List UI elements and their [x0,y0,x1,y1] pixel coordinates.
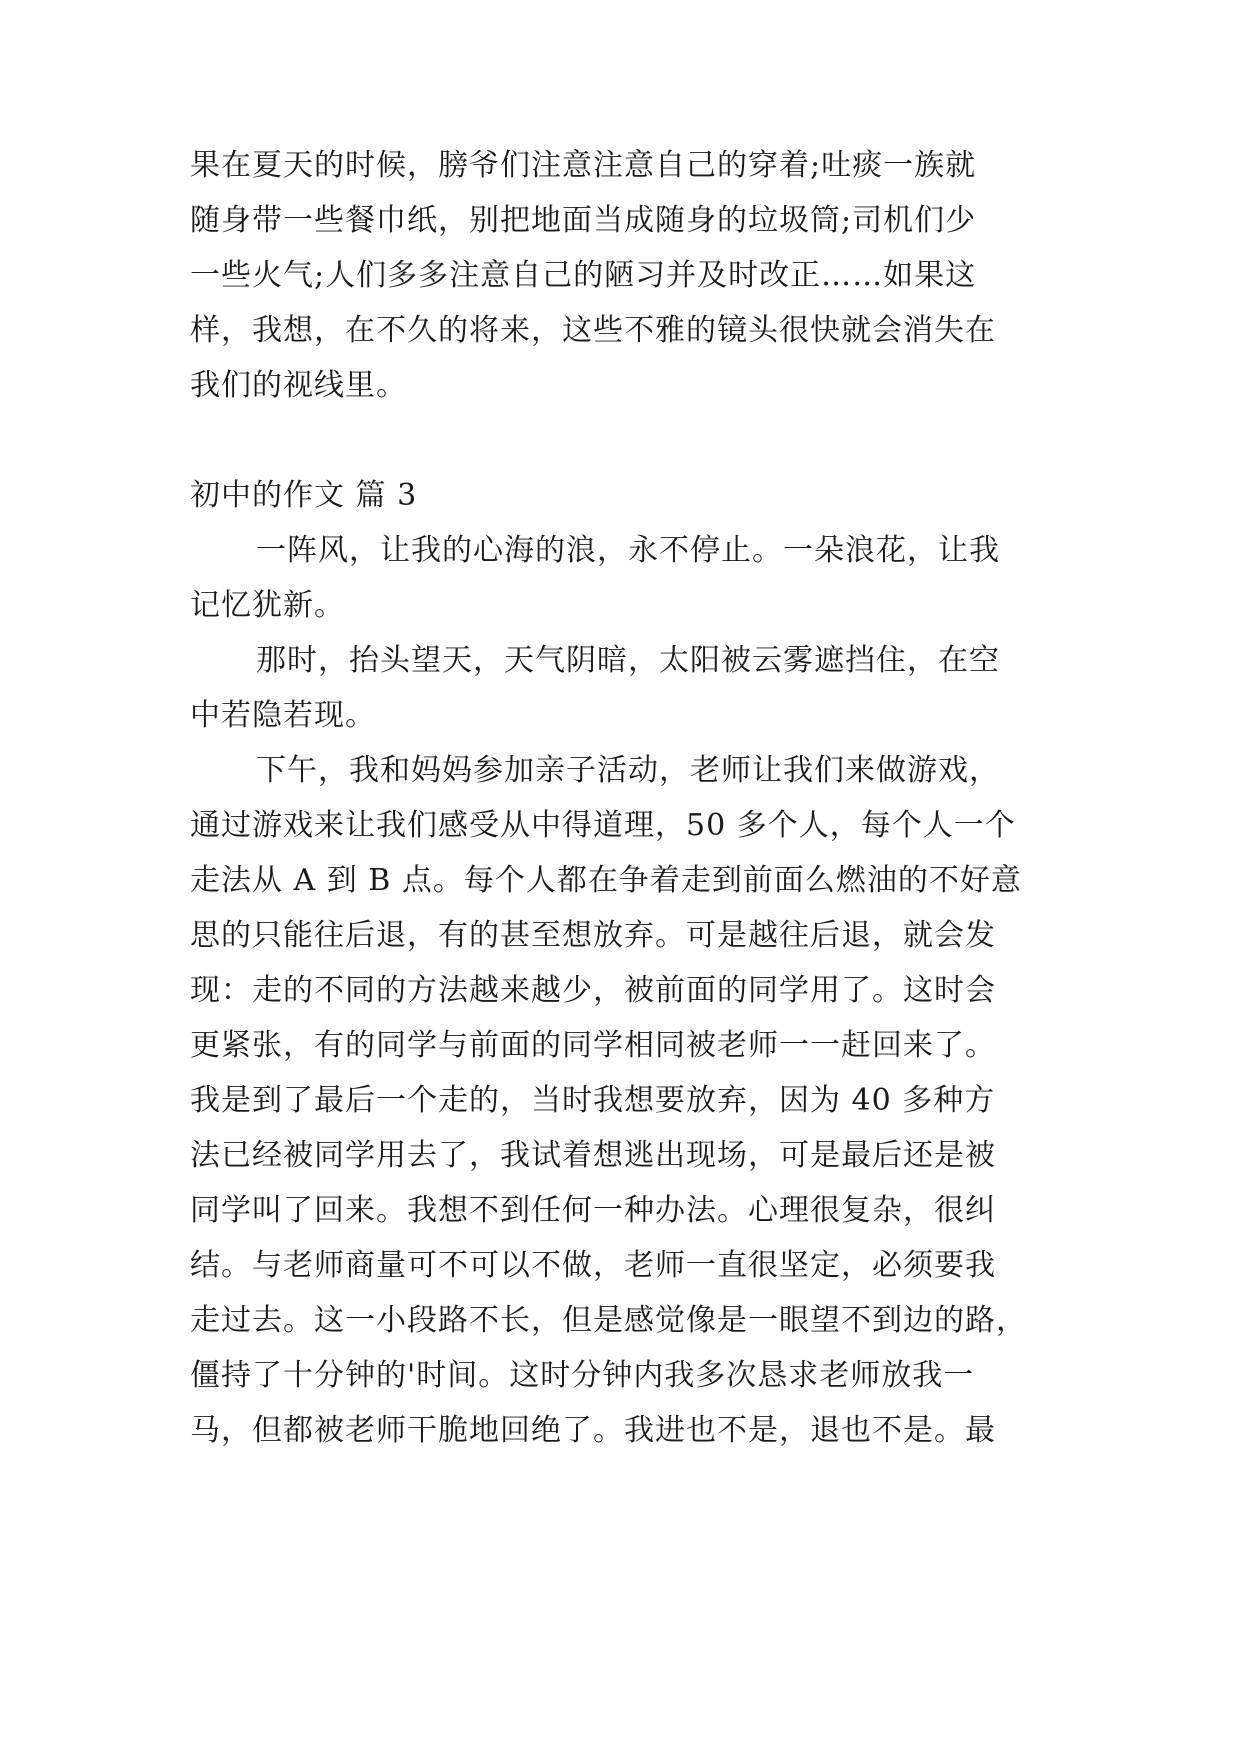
text-line: 更紧张，有的同学与前面的同学相同被老师一一赶回来了。 [190,1028,996,1063]
text-line: 走法从 A 到 B 点。每个人都在争着走到前面么燃油的不好意 [190,863,1022,898]
text-line: 僵持了十分钟的'时间。这时分钟内我多次恳求老师放我一 [190,1358,975,1393]
paragraph-first-line: 下午，我和妈妈参加亲子活动，老师让我们来做游戏， [256,753,1000,788]
text-line: 走过去。这一小段路不长，但是感觉像是一眼望不到边的路， [190,1303,1027,1338]
text-line: 果在夏天的时候，膀爷们注意注意自己的穿着;吐痰一族就 [190,148,977,183]
text-line: 我是到了最后一个走的，当时我想要放弃，因为 40 多种方 [190,1083,996,1118]
text-line: 通过游戏来让我们感受从中得道理，50 多个人，每个人一个 [190,808,1016,843]
text-line: 法已经被同学用去了，我试着想逃出现场，可是最后还是被 [190,1138,996,1173]
paragraph-first-line: 那时，抬头望天，天气阴暗，太阳被云雾遮挡住，在空 [256,643,1000,678]
text-line: 一些火气;人们多多注意自己的陋习并及时改正……如果这 [190,258,977,293]
text-line: 我们的视线里。 [190,368,407,403]
text-line: 记忆犹新。 [190,588,345,623]
section-heading: 初中的作文 篇 3 [190,478,418,513]
text-line: 现：走的不同的方法越来越少，被前面的同学用了。这时会 [190,973,996,1008]
text-line: 结。与老师商量可不可以不做，老师一直很坚定，必须要我 [190,1248,996,1283]
paragraph-first-line: 一阵风，让我的心海的浪，永不停止。一朵浪花，让我 [256,533,1000,568]
text-line: 随身带一些餐巾纸，别把地面当成随身的垃圾筒;司机们少 [190,203,977,238]
text-line: 中若隐若现。 [190,698,376,733]
text-line: 思的只能往后退，有的甚至想放弃。可是越往后退，就会发 [190,918,996,953]
text-line: 同学叫了回来。我想不到任何一种办法。心理很复杂，很纠 [190,1193,996,1228]
text-line: 马，但都被老师干脆地回绝了。我进也不是，退也不是。最 [190,1413,996,1448]
text-line: 样，我想，在不久的将来，这些不雅的镜头很快就会消失在 [190,313,996,348]
